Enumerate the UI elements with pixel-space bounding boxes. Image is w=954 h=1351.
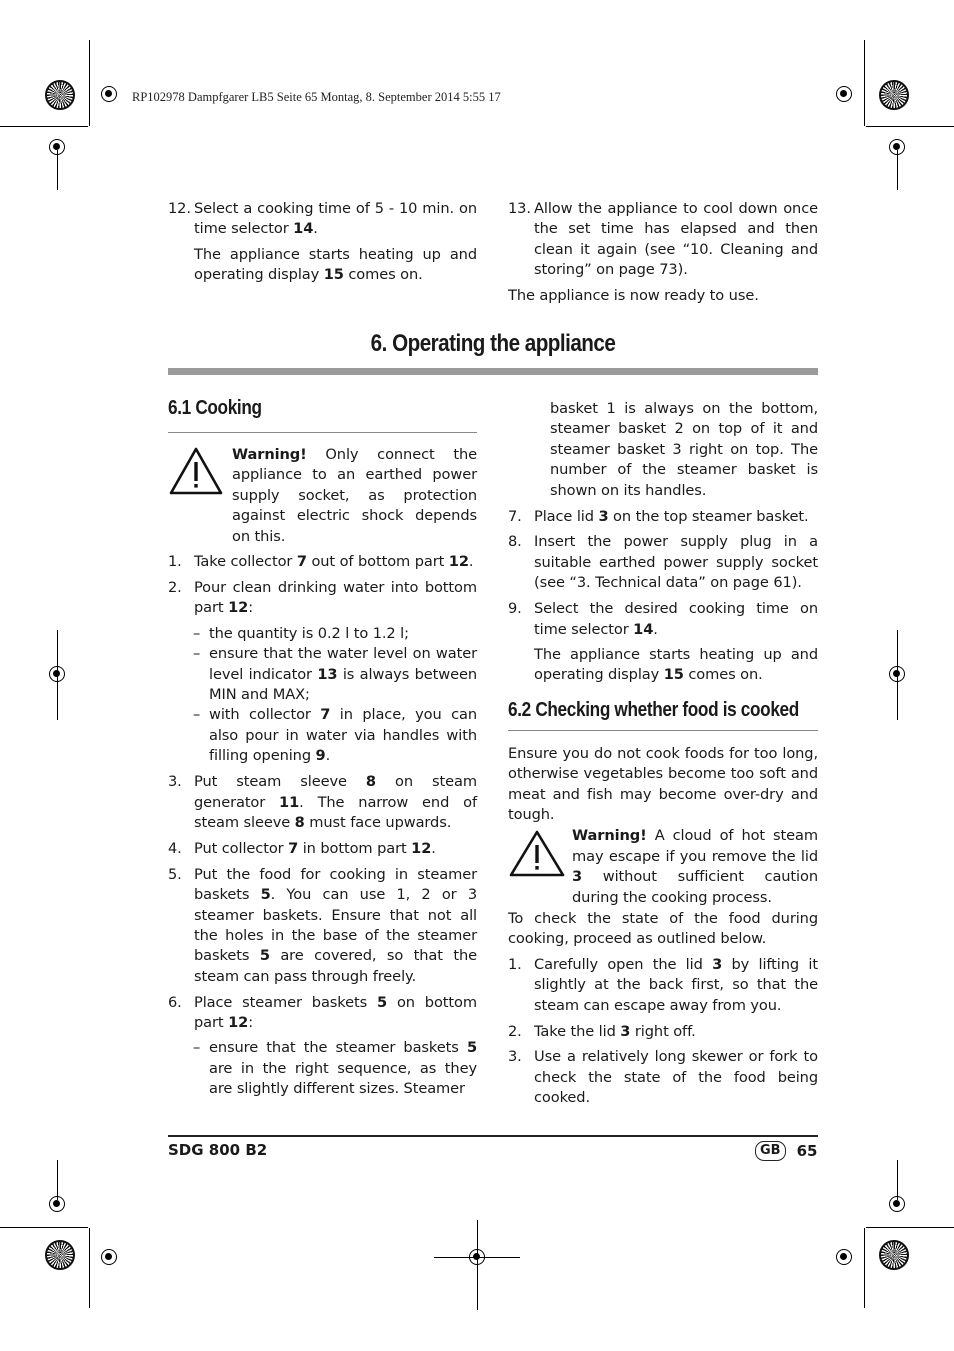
heading-rule — [508, 730, 818, 731]
cooking-section — [168, 398, 477, 1100]
list-item — [508, 507, 818, 527]
registration-mark-icon — [836, 1249, 852, 1265]
item-text: Put the food for cooking in steamer baskets 5. You can use 1, 2 or 3 steamer baskets. Ensure that not all the holes in the base of the steamer baskets 5 are covered, so that the steam can pass through freely. — [194, 865, 478, 985]
item-number: 8. — [508, 533, 522, 551]
item-text: The appliance starts heating up and operating display 15 comes on. — [194, 245, 477, 284]
sub-item: – the quantity is 0.2 l to 1.2 l; — [193, 624, 477, 644]
crop-mark — [0, 1227, 88, 1228]
list-item — [168, 993, 477, 1034]
warning-text: Warning! Only connect the appliance to an earthed power supply socket, as protection against electric shock depends on this. — [232, 446, 477, 545]
item-text: Select the desired cooking time on time selector 14. — [534, 600, 818, 638]
sub-item-continued: basket 1 is always on the bottom, steamer basket 2 on top of it and steamer basket 3 right on top. The number of the steamer basket is shown on its handles. — [550, 400, 818, 499]
item-number: 13. — [508, 200, 531, 217]
item-number: 4. — [168, 839, 182, 857]
heading-rule — [168, 432, 477, 433]
list-item — [168, 578, 477, 619]
page-number: 65 — [796, 1142, 818, 1160]
item-number: 7. — [508, 507, 522, 525]
crop-mark — [0, 126, 88, 127]
item-number: 1. — [168, 553, 182, 571]
ready-text: The appliance is now ready to use. — [508, 287, 759, 305]
crop-mark — [866, 1227, 954, 1228]
item-text: Place lid 3 on the top steamer basket. — [534, 507, 809, 525]
print-header: RP102978 Dampfgarer LB5 Seite 65 Montag, 8. September 2014 5:55 17 — [132, 90, 501, 104]
language-badge: GB — [755, 1141, 786, 1161]
crop-mark — [864, 1228, 865, 1308]
item-number: 3. — [508, 1048, 522, 1066]
list-item — [508, 955, 818, 1016]
registration-mark-icon — [836, 86, 852, 102]
item-text: Carefully open the lid 3 by lifting it slightly at the back first, so that the steam can escape away from you. — [534, 955, 818, 1014]
crop-mark — [897, 150, 898, 190]
registration-mark-icon — [101, 86, 117, 102]
footer-right — [755, 1141, 817, 1161]
list-item — [508, 1047, 818, 1108]
sunburst-mark-icon — [45, 80, 75, 110]
item-text: Take collector 7 out of bottom part 12. — [194, 553, 474, 571]
crop-mark — [897, 630, 898, 720]
checking-warning — [508, 826, 818, 908]
list-item — [168, 772, 477, 833]
list-item — [508, 1022, 818, 1042]
list-item — [168, 839, 477, 859]
item-number: 9. — [508, 600, 522, 618]
crop-mark — [57, 630, 58, 720]
cooking-section-continued — [508, 399, 818, 1114]
footer-model: SDG 800 B2 — [168, 1141, 268, 1159]
sub-item: – ensure that the steamer baskets 5 are in the right sequence, as they are slightly different sizes. Steamer — [193, 1038, 477, 1099]
crop-mark — [89, 40, 90, 126]
crop-mark — [864, 40, 865, 126]
item-text: Put collector 7 in bottom part 12. — [194, 839, 436, 857]
crop-mark — [477, 1220, 478, 1310]
warning-text: Warning! A cloud of hot steam may escape if you remove the lid 3 without sufficient caution during the cooking process. — [572, 827, 818, 906]
list-item — [168, 199, 477, 286]
checking-intro: Ensure you do not cook foods for too long, otherwise vegetables become too soft and meat and fish may become over-dry and tough. — [508, 744, 818, 823]
item-text: Place steamer baskets 5 on bottom part 12: — [194, 993, 477, 1032]
item-number: 12. — [168, 200, 191, 217]
item-number: 1. — [508, 955, 522, 973]
footer-rule — [168, 1135, 818, 1137]
top-left-block — [168, 199, 477, 291]
cooking-heading-wrap — [168, 398, 477, 430]
section-title-rule — [168, 368, 818, 375]
section-title: 6. Operating the appliance — [370, 330, 616, 357]
sunburst-mark-icon — [45, 1240, 75, 1270]
checking-heading-wrap — [508, 700, 818, 728]
warning-triangle-icon — [168, 445, 224, 497]
item-number: 2. — [168, 578, 182, 596]
list-item — [508, 199, 818, 281]
list-item — [168, 865, 477, 987]
item-number: 6. — [168, 993, 182, 1011]
item-text: Allow the appliance to cool down once the set time has elapsed and then clean it again (see “10. Cleaning and storing” on page 73). — [534, 200, 818, 279]
warning-triangle-icon — [508, 829, 566, 879]
item-text: Insert the power supply plug in a suitable earthed power supply socket (see “3. Technical data” on page 61). — [534, 533, 818, 592]
cooking-heading: 6.1 Cooking — [168, 397, 262, 419]
sunburst-mark-icon — [879, 80, 909, 110]
list-item — [508, 599, 818, 686]
crop-mark — [897, 1160, 898, 1200]
check-intro: To check the state of the food during cooking, proceed as outlined below. — [508, 910, 818, 948]
list-item — [508, 532, 818, 593]
top-right-block — [508, 199, 818, 312]
item-text: Take the lid 3 right off. — [534, 1022, 696, 1040]
item-number: 3. — [168, 773, 182, 791]
checking-heading: 6.2 Checking whether food is cooked — [508, 698, 799, 721]
crop-mark — [866, 126, 954, 127]
sub-item: – ensure that the water level on water level indicator 13 is always between MIN and MAX; — [193, 644, 477, 705]
item-text: The appliance starts heating up and operating display 15 comes on. — [534, 645, 818, 684]
cooking-warning — [168, 445, 477, 547]
item-number: 5. — [168, 865, 182, 883]
item-text: Use a relatively long skewer or fork to check the state of the food being cooked. — [534, 1048, 818, 1107]
crop-mark — [89, 1228, 90, 1308]
item-text: Select a cooking time of 5 - 10 min. on time selector 14. — [194, 200, 477, 238]
list-item — [168, 552, 477, 572]
item-text: Put steam sleeve 8 on steam generator 11. The narrow end of steam sleeve 8 must face upwards. — [194, 773, 477, 831]
crop-mark — [57, 1160, 58, 1200]
item-number: 2. — [508, 1022, 522, 1040]
registration-mark-icon — [101, 1249, 117, 1265]
sunburst-mark-icon — [879, 1240, 909, 1270]
item-text: Pour clean drinking water into bottom part 12: — [194, 578, 477, 617]
sub-item: – with collector 7 in place, you can also pour in water via handles with filling opening 9. — [193, 705, 477, 766]
crop-mark — [57, 150, 58, 190]
